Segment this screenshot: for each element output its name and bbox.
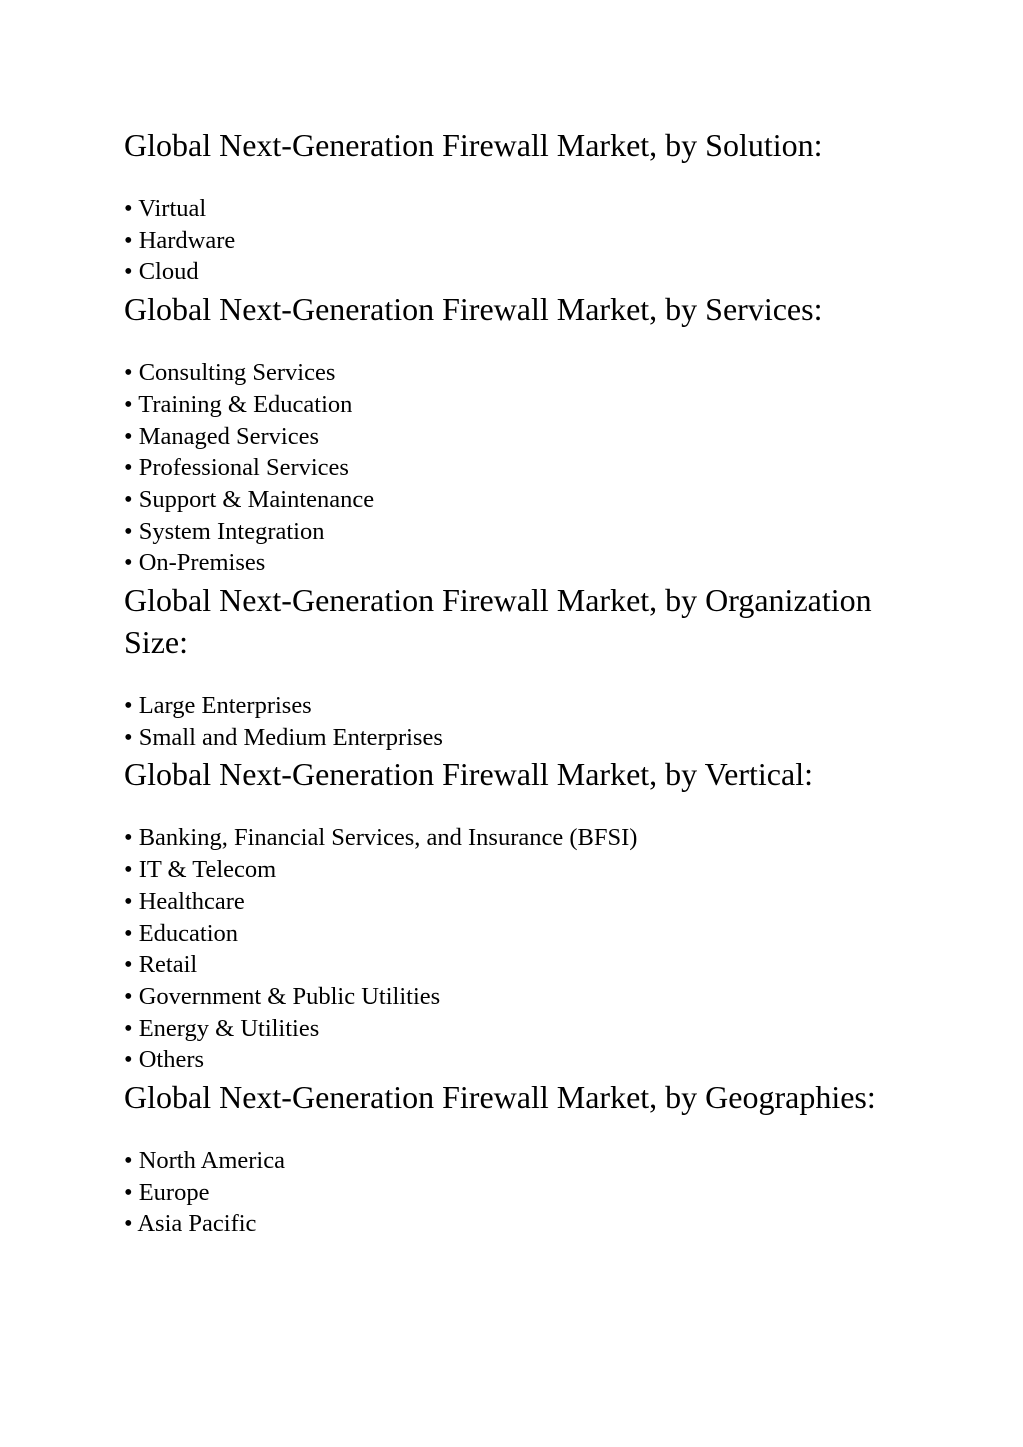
bullet-list — [124, 822, 884, 1076]
list-item: • Professional Services — [124, 454, 349, 482]
list-item: • Retail — [124, 951, 198, 979]
list-item: • Cloud — [124, 258, 199, 286]
section-heading: Global Next-Generation Firewall Market, by Vertical: — [124, 756, 813, 793]
list-item: • System Integration — [124, 517, 325, 545]
list-item: • Virtual — [124, 195, 207, 222]
list-item: • IT & Telecom — [124, 856, 277, 884]
list-item: • Others — [124, 1046, 205, 1074]
document-body — [124, 124, 884, 1240]
section-geographies — [124, 1076, 884, 1240]
list-item: • Banking, Financial Services, and Insurance (BFSI) — [124, 824, 638, 852]
list-item: • Support & Maintenance — [124, 485, 375, 513]
section-heading: Global Next-Generation Firewall Market, by Geographies: — [124, 1079, 876, 1116]
section-organization-size — [124, 579, 884, 753]
section-vertical — [124, 753, 884, 1076]
list-item: • Education — [124, 919, 239, 947]
list-item: • North America — [124, 1147, 285, 1175]
list-item: • Government & Public Utilities — [124, 982, 441, 1010]
list-item: • Consulting Services — [124, 359, 336, 387]
bullet-list — [124, 1145, 884, 1240]
section-solution — [124, 124, 884, 288]
list-item: • Small and Medium Enterprises — [124, 723, 443, 751]
section-services — [124, 288, 884, 579]
bullet-list — [124, 690, 884, 753]
list-item: • Training & Education — [124, 390, 353, 418]
section-heading: Global Next-Generation Firewall Market, by Services: — [124, 291, 823, 328]
section-heading: Global Next-Generation Firewall Market, by Organization Size: — [124, 582, 872, 661]
list-item: • Managed Services — [124, 422, 319, 450]
list-item: • Large Enterprises — [124, 692, 312, 720]
list-item: • Asia Pacific — [124, 1210, 257, 1238]
bullet-list — [124, 193, 884, 288]
list-item: • On-Premises — [124, 549, 266, 577]
list-item: • Europe — [124, 1178, 210, 1206]
list-item: • Hardware — [124, 226, 236, 254]
list-item: • Healthcare — [124, 887, 245, 915]
list-item: • Energy & Utilities — [124, 1014, 320, 1042]
bullet-list — [124, 357, 884, 579]
section-heading: Global Next-Generation Firewall Market, by Solution: — [124, 127, 823, 163]
